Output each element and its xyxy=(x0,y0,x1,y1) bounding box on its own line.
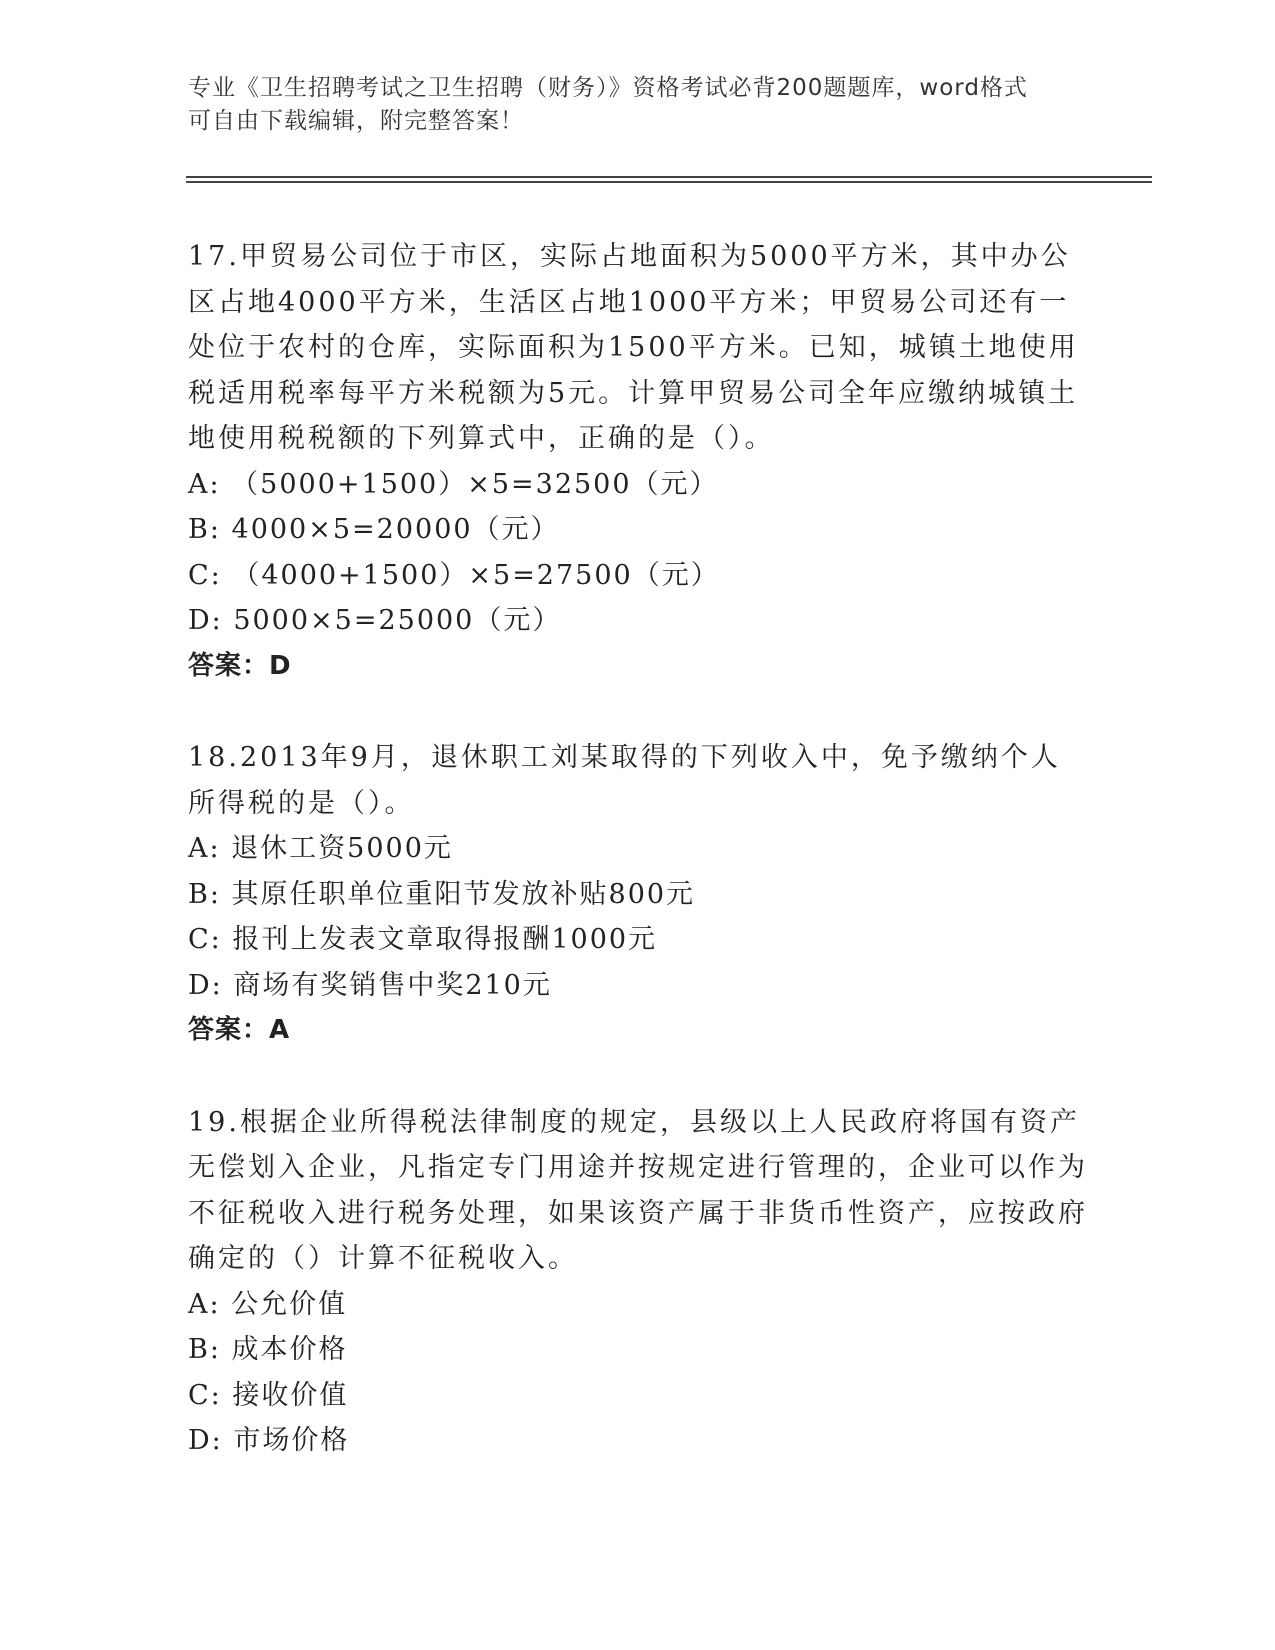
question-text: 19.根据企业所得税法律制度的规定，县级以上人民政府将国有资产无偿划入企业，凡指定专门用途并按规定进行管理的，企业可以作为不征税收入进行税务处理，如果该资产属于非货币性资产，应按政府确定的（）计算不征税收入。 xyxy=(188,1106,1088,1274)
question-list xyxy=(188,234,1088,1510)
header-line-2: 可自由下载编辑，附完整答案！ xyxy=(188,108,524,134)
answer-label: 答案：D xyxy=(188,650,292,681)
question-17 xyxy=(188,234,1088,689)
header-divider-top xyxy=(186,176,1152,178)
header-line-1: 专业《卫生招聘考试之卫生招聘（财务）》资格考试必背200题题库，word格式 xyxy=(188,75,1028,101)
option-d: D: 商场有奖销售中奖210元 xyxy=(188,969,552,1001)
option-d: D: 5000×5=25000（元） xyxy=(188,605,562,636)
option-a: A: （5000+1500）×5=32500（元） xyxy=(188,468,719,500)
option-a: A: 公允价值 xyxy=(188,1288,348,1320)
header-divider-bottom xyxy=(186,181,1152,183)
option-b: B: 4000×5=20000（元） xyxy=(188,514,560,545)
document-header xyxy=(188,72,1088,138)
question-19 xyxy=(188,1100,1088,1464)
option-c: C: 报刊上发表文章取得报酬1000元 xyxy=(188,924,658,955)
question-text: 18.2013年9月，退休职工刘某取得的下列收入中，免予缴纳个人所得税的是（）。 xyxy=(188,742,1061,819)
option-b: B: 成本价格 xyxy=(188,1334,348,1365)
option-b: B: 其原任职单位重阳节发放补贴800元 xyxy=(188,878,696,910)
option-c: C: 接收价值 xyxy=(188,1379,349,1411)
question-18 xyxy=(188,735,1088,1054)
option-a: A: 退休工资5000元 xyxy=(188,833,453,864)
option-c: C: （4000+1500）×5=27500（元） xyxy=(188,559,720,591)
answer-label: 答案：A xyxy=(188,1015,291,1045)
option-d: D: 市场价格 xyxy=(188,1425,350,1456)
question-text: 17.甲贸易公司位于市区，实际占地面积为5000平方米，其中办公区占地4000平方米，生活区占地1000平方米；甲贸易公司还有一处位于农村的仓库，实际面积为1500平方米。已知，城镇土地使用税适用税率每平方米税额为5元。计算甲贸易公司全年应缴纳城镇土地使用税税额的下列算式中，正确的是（）。 xyxy=(188,241,1079,454)
